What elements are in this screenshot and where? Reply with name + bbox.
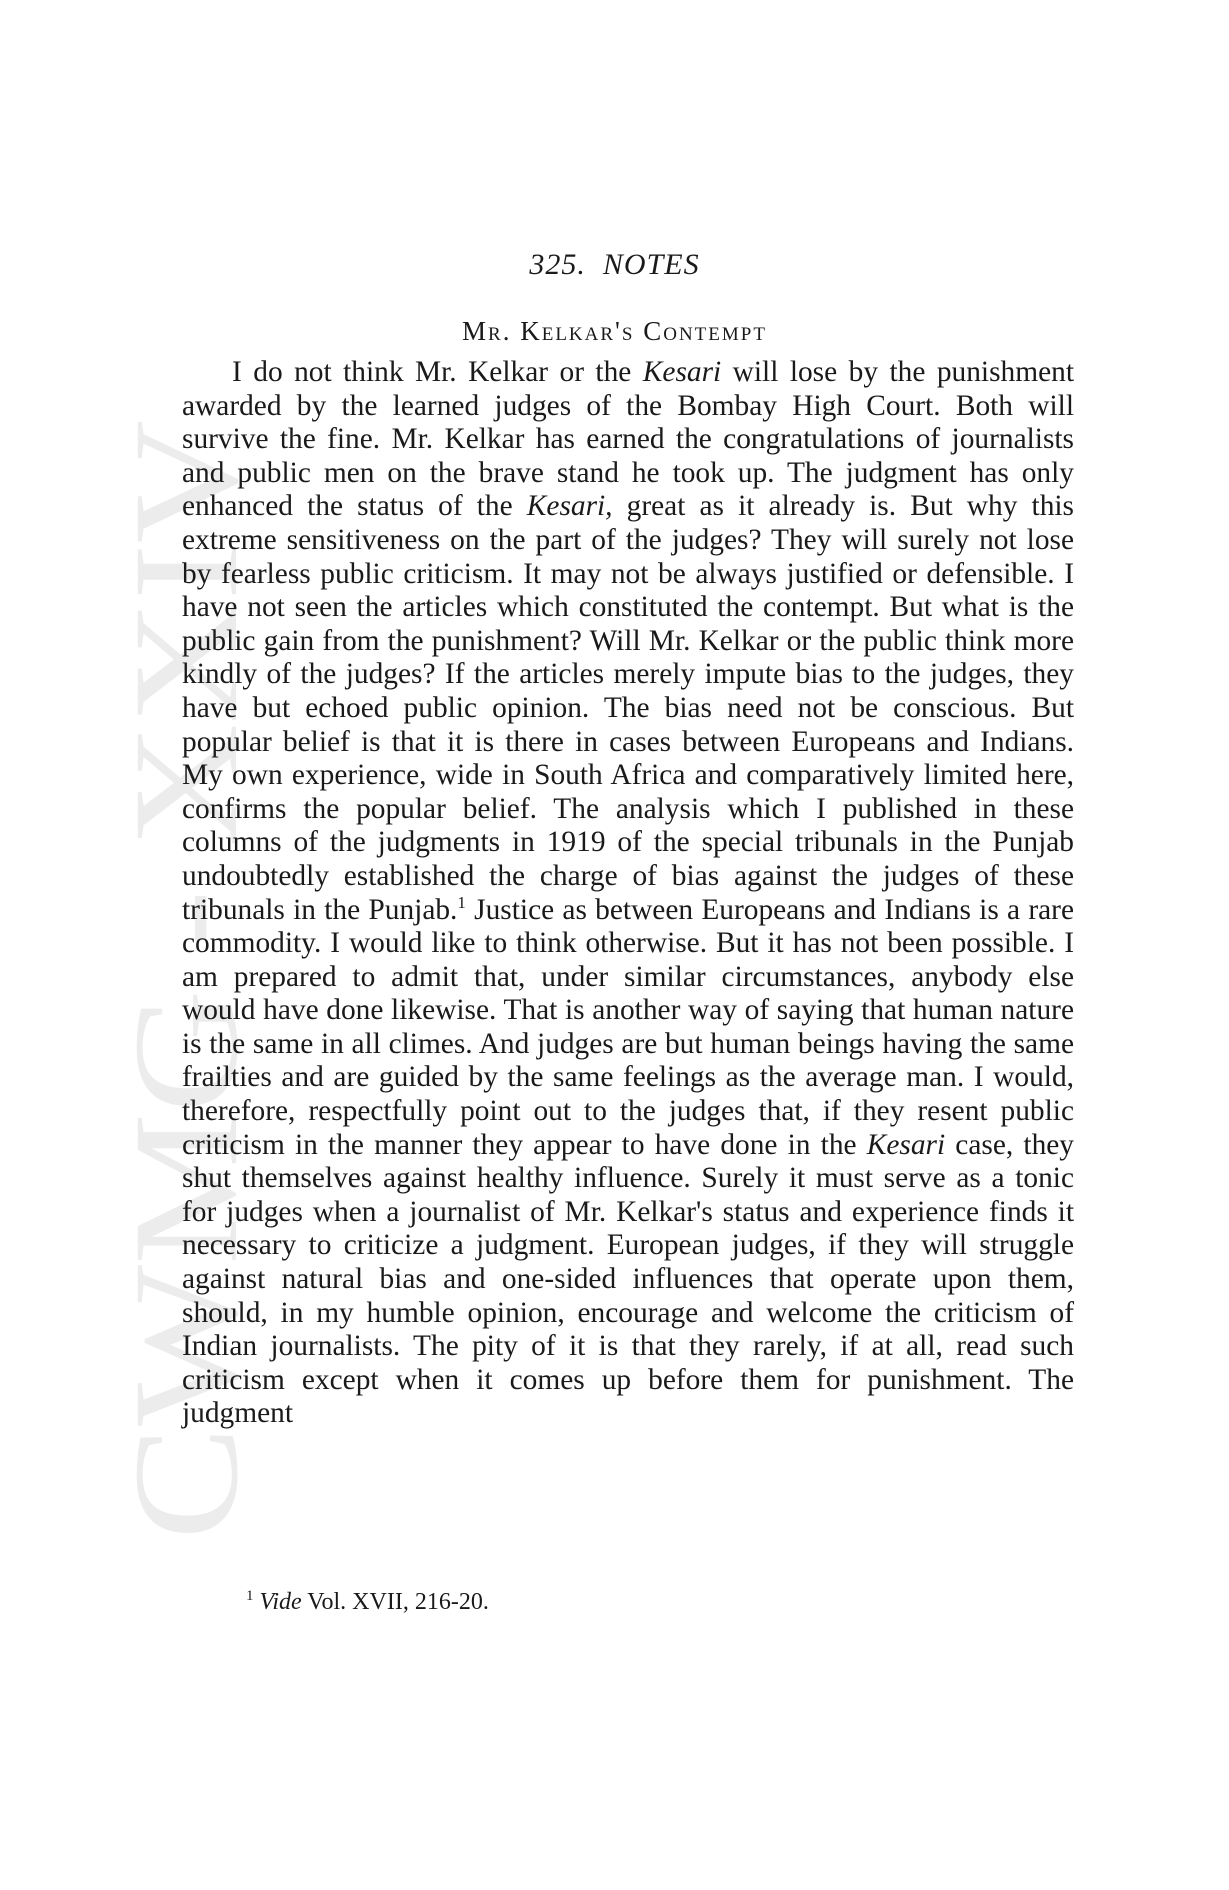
watermark-text: CWMG XXIV bbox=[128, 556, 258, 1540]
footnote-vide: Vide bbox=[259, 1589, 302, 1615]
body-text bbox=[182, 356, 1074, 1431]
footnote-text: Vol. XVII, 216-20. bbox=[301, 1589, 489, 1615]
body-italic-kesari: Kesari, bbox=[526, 490, 613, 523]
body-segment: I do not think Mr. Kelkar or the bbox=[232, 356, 643, 388]
heading-number: 325. bbox=[529, 248, 586, 281]
body-segment: will lose by the punishment awarded by the learned judges of the Bombay High Court. Both will survive the fine. Mr. Kelkar has earned the congratulations of journalists and public men on the brave stand he took up. The judgment has only enhanced the status of the bbox=[182, 356, 1074, 523]
section-title: Mr. Kelkar's Contempt bbox=[462, 316, 767, 346]
body-italic-kesari: Kesari bbox=[642, 356, 722, 388]
body-paragraph bbox=[182, 356, 1074, 1431]
body-segment: Justice as between Europeans and Indians is a rare commodity. I would like to think otherwise. But it has not been possible. I am prepared to admit that, under similar circumstances, anybody else would have done likewise. That is another way of saying that human nature is the same in all climes. And judges are but human beings having the same frailties and are guided by the same feelings as the average man. I would, therefore, respectfully point out to the judges that, if they resent public criticism in the manner they appear to have done in the bbox=[182, 893, 1074, 1161]
page-heading bbox=[0, 248, 1229, 282]
footnote bbox=[246, 1588, 946, 1616]
body-segment: great as it already is. But why this extreme sensitiveness on the part of the judges? They will surely not lose by fearless public criticism. It may not be always justified or defensible. I have not seen the articles which constituted the contempt. But what is the public gain from the punishment? Will Mr. Kelkar or the public think more kindly of the judges? If the articles merely impute bias to the judges, they have but echoed public opinion. The bias need not be conscious. But popular belief is that it is there in cases between Europeans and Indians. My own experience, wide in South Africa and comparatively limited here, confirms the popular belief. The analysis which I published in these columns of the judgments in 1919 of the special tribunals in the Punjab undoubtedly established the charge of bias against the judges of these tribunals in the Punjab. bbox=[182, 490, 1074, 926]
body-segment: case, they shut themselves against healthy influence. Surely it must serve as a tonic for judges when a journalist of Mr. Kelkar's status and experience finds it necessary to criticize a judgment. European judges, if they will struggle against natural bias and one-sided influences that operate upon them, should, in my humble opinion, encourage and welcome the criticism of Indian journalists. The pity of it is that they rarely, if at all, read such criticism except when it comes up before them for punishment. The judgment bbox=[182, 1128, 1074, 1430]
footnote-marker: 1 bbox=[246, 1588, 254, 1604]
heading-title: NOTES bbox=[602, 248, 700, 281]
body-italic-kesari: Kesari bbox=[866, 1128, 946, 1161]
footnote-reference: 1 bbox=[457, 892, 466, 912]
